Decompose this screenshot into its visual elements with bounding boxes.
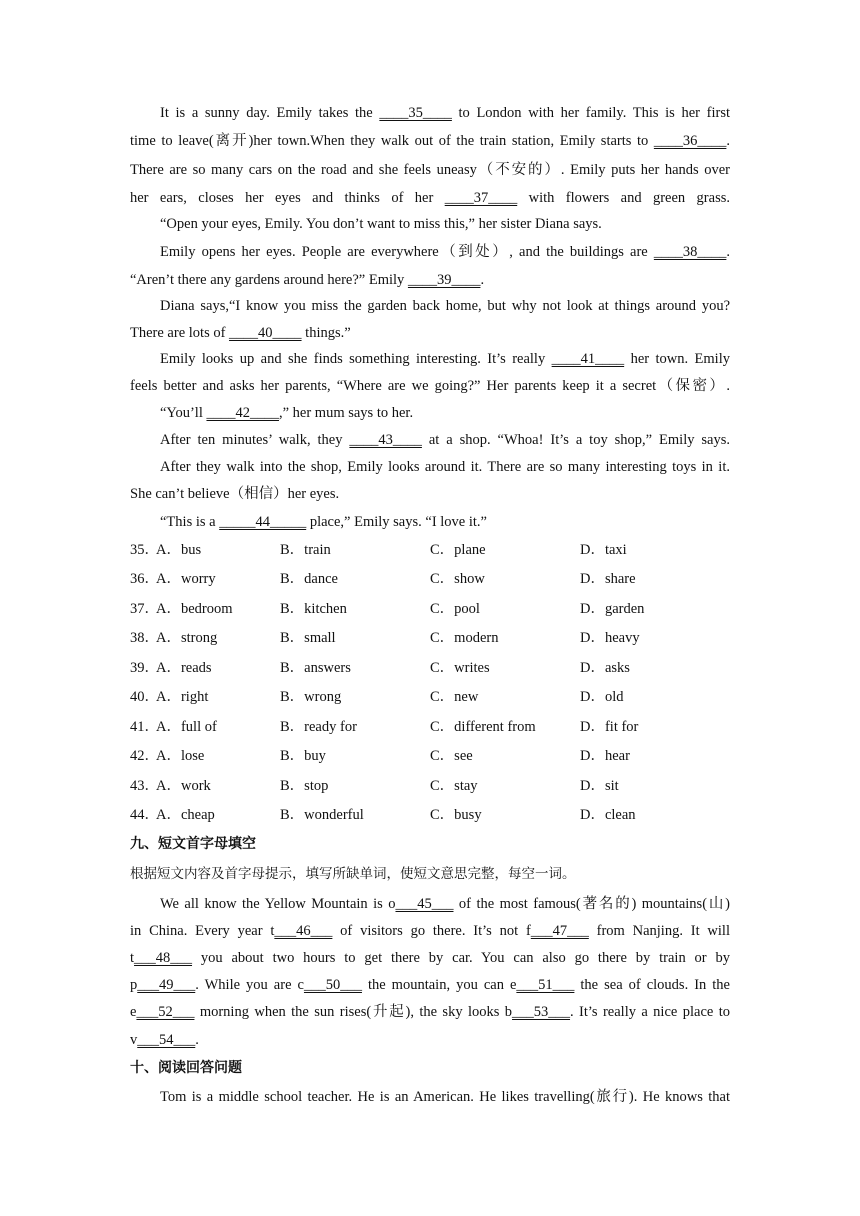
text-segment: “Open your eyes, Emily. You don’t want to miss this,” her sister Diana says. <box>160 216 602 232</box>
section-heading: 十、阅读回答问题 <box>130 1060 242 1076</box>
text-segment: of the most famous(著名的) mountains(山) <box>453 896 730 912</box>
text-segment: After they walk into the shop, Emily looks around it. There are so many interesting toys in it. <box>160 459 730 475</box>
text-line <box>160 103 730 123</box>
option-c: C．new <box>430 689 479 705</box>
text-line <box>160 403 730 423</box>
text-segment: After ten minutes’ walk, they <box>160 432 350 448</box>
text-segment: things.” <box>301 325 351 341</box>
question-options-row <box>130 717 730 737</box>
text-line <box>130 975 730 995</box>
text-segment: “Aren’t there any gardens around here?” Emily <box>130 272 408 288</box>
option-a: A．work <box>156 778 211 794</box>
question-options-row <box>130 658 730 678</box>
option-c: C．plane <box>430 542 486 558</box>
text-line <box>130 323 730 343</box>
option-d: D．share <box>580 571 636 587</box>
answer-blank: ___49___ <box>137 977 196 993</box>
text-segment: Tom is a middle school teacher. He is an American. He likes travelling(旅行). He knows that <box>160 1089 730 1105</box>
option-c: C．busy <box>430 807 482 823</box>
section-instruction: 根据短文内容及首字母提示，填写所缺单词，使短文意思完整，每空一词。 <box>130 866 576 882</box>
answer-blank: ____41____ <box>551 351 625 367</box>
text-line <box>130 160 730 180</box>
text-segment: morning when the sun rises(升起), the sky looks b <box>194 1004 513 1020</box>
option-b: B．buy <box>280 748 326 764</box>
answer-blank: ____40____ <box>229 325 302 341</box>
option-d: D．garden <box>580 601 645 617</box>
text-line <box>130 376 730 396</box>
text-segment: t <box>130 950 135 966</box>
text-segment: the sea of clouds. In the <box>574 977 730 993</box>
question-options-row <box>130 746 730 766</box>
text-line <box>130 484 730 504</box>
text-line <box>160 457 730 477</box>
option-a: A．strong <box>156 630 218 646</box>
text-segment: in China. Every year t <box>130 923 275 939</box>
answer-blank: ____36____ <box>653 133 727 149</box>
question-number: 35． <box>130 542 159 558</box>
question-number: 38． <box>130 630 159 646</box>
option-c: C．see <box>430 748 473 764</box>
question-options-row <box>130 569 730 589</box>
option-d: D．old <box>580 689 624 705</box>
question-options-row <box>130 628 730 648</box>
answer-blank: ___47___ <box>530 923 589 939</box>
option-b: B．small <box>280 630 336 646</box>
option-a: A．bus <box>156 542 202 558</box>
text-line <box>160 214 730 234</box>
text-line <box>160 430 730 450</box>
question-number: 42． <box>130 748 159 764</box>
question-options-row <box>130 599 730 619</box>
text-segment: p <box>130 977 138 993</box>
option-d: D．heavy <box>580 630 640 646</box>
text-segment: . While you are c <box>195 977 304 993</box>
text-segment: It is a sunny day. Emily takes the <box>160 105 380 121</box>
option-d: D．sit <box>580 778 619 794</box>
option-a: A．worry <box>156 571 216 587</box>
option-b: B．stop <box>280 778 329 794</box>
answer-blank: ___46___ <box>274 923 333 939</box>
text-segment: . It’s really a nice place to <box>570 1004 730 1020</box>
text-segment: feels better and asks her parents, “Where are we going?” Her parents keep it a secret（保密）. <box>130 378 730 394</box>
text-segment: her town. Emily <box>624 351 730 367</box>
option-b: B．ready for <box>280 719 357 735</box>
option-a: A．lose <box>156 748 205 764</box>
text-line <box>130 948 730 968</box>
option-c: C．pool <box>430 601 480 617</box>
text-segment: ,” her mum says to her. <box>278 405 414 421</box>
answer-blank: ____42____ <box>206 405 279 421</box>
option-b: B．kitchen <box>280 601 347 617</box>
text-line <box>160 512 730 532</box>
question-number: 41． <box>130 719 159 735</box>
text-segment: time to leave(离开)her town.When they walk out of the train station, Emily starts to <box>130 133 654 149</box>
text-line <box>130 270 730 290</box>
option-b: B．wonderful <box>280 807 364 823</box>
option-a: A．bedroom <box>156 601 233 617</box>
text-segment: Emily opens her eyes. People are everywhere（到处）, and the buildings are <box>160 244 654 260</box>
option-d: D．clean <box>580 807 636 823</box>
text-segment: . <box>195 1032 199 1048</box>
option-b: B．dance <box>280 571 338 587</box>
text-segment: . <box>480 272 485 288</box>
question-number: 39． <box>130 660 159 676</box>
text-segment: her ears, closes her eyes and thinks of her <box>130 190 445 206</box>
option-c: C．stay <box>430 778 478 794</box>
text-segment: you about two hours to get there by car. You can also go there by train or by <box>192 950 730 966</box>
text-segment: at a shop. “Whoa! It’s a toy shop,” Emily says. <box>421 432 730 448</box>
text-segment: v <box>130 1032 138 1048</box>
option-c: C．writes <box>430 660 490 676</box>
text-line <box>130 921 730 941</box>
option-c: C．modern <box>430 630 499 646</box>
option-b: B．train <box>280 542 331 558</box>
text-line <box>160 242 730 262</box>
answer-blank: ___45___ <box>395 896 454 912</box>
text-segment: with flowers and green grass. <box>517 190 730 206</box>
option-d: D．taxi <box>580 542 627 558</box>
option-d: D．fit for <box>580 719 639 735</box>
question-number: 37． <box>130 601 159 617</box>
question-options-row <box>130 805 730 825</box>
answer-blank: ____35____ <box>379 105 452 121</box>
question-number: 43． <box>130 778 159 794</box>
text-segment: e <box>130 1004 137 1020</box>
answer-blank: ____38____ <box>653 244 727 260</box>
question-number: 36． <box>130 571 159 587</box>
option-d: D．asks <box>580 660 630 676</box>
text-segment: Diana says,“I know you miss the garden back home, but why not look at things around you? <box>160 298 730 314</box>
option-c: C．show <box>430 571 485 587</box>
answer-blank: _____44_____ <box>219 514 307 530</box>
text-segment: There are so many cars on the road and she feels uneasy（不安的）. Emily puts her hands over <box>130 162 730 178</box>
text-segment: to London with her family. This is her first <box>451 105 730 121</box>
text-segment: . <box>726 133 730 149</box>
text-line <box>160 1087 730 1107</box>
option-d: D．hear <box>580 748 630 764</box>
text-line <box>160 349 730 369</box>
text-line <box>160 296 730 316</box>
text-line <box>130 131 730 151</box>
question-options-row <box>130 776 730 796</box>
text-segment: the mountain, you can e <box>361 977 517 993</box>
option-a: A．right <box>156 689 209 705</box>
text-line <box>130 1030 730 1050</box>
section-heading: 九、短文首字母填空 <box>130 836 256 852</box>
answer-blank: ___51___ <box>516 977 575 993</box>
text-segment: of visitors go there. It’s not f <box>332 923 531 939</box>
text-segment: She can’t believe（相信）her eyes. <box>130 486 340 502</box>
option-b: B．answers <box>280 660 351 676</box>
option-a: A．full of <box>156 719 217 735</box>
text-line <box>130 188 730 208</box>
text-line <box>160 894 730 914</box>
answer-blank: ____37____ <box>444 190 518 206</box>
text-segment: “You’ll <box>160 405 207 421</box>
text-segment: . <box>726 244 730 260</box>
answer-blank: ___52___ <box>136 1004 195 1020</box>
option-a: A．reads <box>156 660 212 676</box>
text-segment: Emily looks up and she finds something interesting. It’s really <box>160 351 552 367</box>
text-segment: from Nanjing. It will <box>588 923 730 939</box>
question-number: 44． <box>130 807 159 823</box>
text-segment: We all know the Yellow Mountain is o <box>160 896 396 912</box>
answer-blank: ___54___ <box>137 1032 196 1048</box>
answer-blank: ___50___ <box>303 977 362 993</box>
question-options-row <box>130 540 730 560</box>
question-number: 40． <box>130 689 159 705</box>
answer-blank: ___53___ <box>512 1004 571 1020</box>
option-b: B．wrong <box>280 689 342 705</box>
text-segment: place,” Emily says. “I love it.” <box>306 514 487 530</box>
answer-blank: ____39____ <box>407 272 481 288</box>
option-a: A．cheap <box>156 807 215 823</box>
answer-blank: ___48___ <box>134 950 193 966</box>
text-segment: There are lots of <box>130 325 230 341</box>
text-segment: “This is a <box>160 514 220 530</box>
question-options-row <box>130 687 730 707</box>
option-c: C．different from <box>430 719 536 735</box>
answer-blank: ____43____ <box>349 432 422 448</box>
text-line <box>130 1002 730 1022</box>
